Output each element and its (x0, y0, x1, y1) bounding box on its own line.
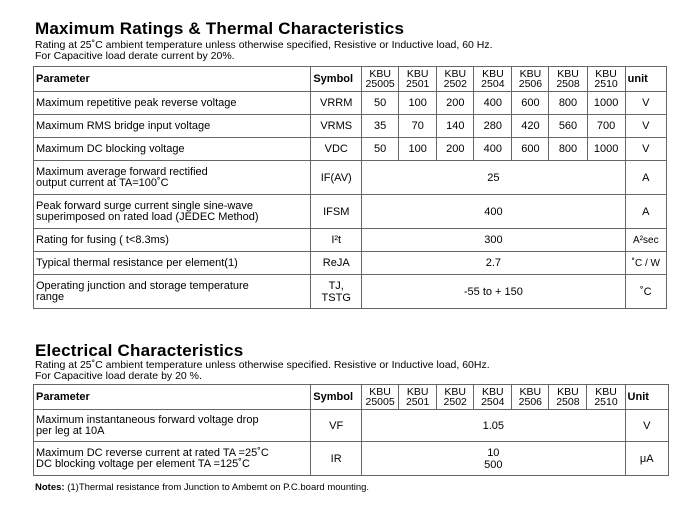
symbol-cell: VRRM (311, 92, 362, 115)
value-cell: 35 (362, 115, 399, 138)
value-cell: 100 (399, 92, 437, 115)
param-cell: Maximum DC reverse current at rated TA =25˚C DC blocking voltage per element TA =125˚C (34, 442, 311, 476)
header-part: KBU 2501 (399, 385, 437, 410)
param-cell: Maximum average forward rectified output current at TA=100˚C (34, 161, 311, 195)
notes-label: Notes: (35, 482, 65, 493)
electrical-subtitle-1: Rating at 25˚C ambient temperature unless otherwise specified. Resistive or Inductive load, 60Hz. (35, 359, 490, 371)
notes-text: (1)Thermal resistance from Junction to Ambemt on P.C.board mounting. (64, 482, 370, 493)
header-unit: unit (625, 67, 666, 92)
table-row (34, 252, 667, 275)
value-cell: 280 (474, 115, 512, 138)
header-symbol: Symbol (311, 67, 362, 92)
unit-cell: ˚C / W (625, 252, 666, 275)
table-row (34, 92, 667, 115)
table-row (34, 161, 667, 195)
unit-cell: V (625, 92, 666, 115)
param-cell: Maximum instantaneous forward voltage drop per leg at 10A (34, 410, 311, 442)
param-cell: Rating for fusing ( t<8.3ms) (34, 229, 311, 252)
symbol-cell: VRMS (311, 115, 362, 138)
unit-cell: A (625, 195, 666, 229)
value-cell: 10 500 (362, 442, 625, 476)
value-cell: 800 (549, 138, 587, 161)
unit-cell: V (625, 410, 668, 442)
table-row (34, 229, 667, 252)
table-row (34, 410, 669, 442)
value-cell: 25 (362, 161, 626, 195)
header-part: KBU 2502 (437, 385, 474, 410)
value-cell: 200 (437, 138, 474, 161)
unit-cell: A (625, 161, 666, 195)
header-part: KBU 25005 (362, 67, 399, 92)
value-cell: 140 (437, 115, 474, 138)
table-row (34, 275, 667, 309)
value-cell: 70 (399, 115, 437, 138)
header-row (34, 385, 669, 410)
max-ratings-subtitle-1: Rating at 25˚C ambient temperature unless otherwise specified, Resistive or Inductive load, 60 Hz. (35, 39, 493, 51)
value-cell: -55 to + 150 (362, 275, 626, 309)
value-cell: 100 (399, 138, 437, 161)
value-cell: 560 (549, 115, 587, 138)
electrical-title: Electrical Characteristics (35, 341, 244, 360)
value-cell: 600 (512, 138, 549, 161)
value-cell: 2.7 (362, 252, 626, 275)
header-part: KBU 2508 (549, 67, 587, 92)
header-row (34, 67, 667, 92)
value-cell: 200 (437, 92, 474, 115)
unit-cell: V (625, 138, 666, 161)
param-cell: Peak forward surge current single sine-wave superimposed on rated load (JEDEC Method) (34, 195, 311, 229)
header-parameter: Parameter (34, 385, 311, 410)
symbol-cell: VDC (311, 138, 362, 161)
electrical-table (33, 384, 669, 476)
unit-cell: μA (625, 442, 668, 476)
value-cell: 400 (474, 138, 512, 161)
value-cell: 1000 (587, 138, 625, 161)
table-row (34, 115, 667, 138)
header-part: KBU 2506 (512, 67, 549, 92)
symbol-cell: IF(AV) (311, 161, 362, 195)
value-cell: 800 (549, 92, 587, 115)
value-cell: 420 (512, 115, 549, 138)
value-cell: 600 (512, 92, 549, 115)
value-cell: 400 (362, 195, 626, 229)
header-part: KBU 2510 (587, 385, 625, 410)
max-ratings-title: Maximum Ratings & Thermal Characteristics (35, 19, 405, 38)
symbol-cell: IFSM (311, 195, 362, 229)
value-cell: 50 (362, 92, 399, 115)
value-cell: 400 (474, 92, 512, 115)
table-row (34, 195, 667, 229)
header-parameter: Parameter (34, 67, 311, 92)
param-cell: Typical thermal resistance per element(1) (34, 252, 311, 275)
symbol-cell: TJ, TSTG (311, 275, 362, 309)
param-cell: Operating junction and storage temperature range (34, 275, 311, 309)
electrical-subtitle-2: For Capacitive load derate by 20 %. (35, 370, 202, 382)
unit-cell: A²sec (625, 229, 666, 252)
symbol-cell: VF (311, 410, 362, 442)
header-unit: Unit (625, 385, 668, 410)
header-part: KBU 2506 (512, 385, 549, 410)
value-cell: 300 (362, 229, 626, 252)
max-ratings-table (33, 66, 667, 309)
max-ratings-subtitle-2: For Capacitive load derate current by 20%. (35, 50, 235, 62)
value-cell: 1000 (587, 92, 625, 115)
unit-cell: ˚C (625, 275, 666, 309)
header-part: KBU 2501 (399, 67, 437, 92)
symbol-cell: ReJA (311, 252, 362, 275)
header-part: KBU 2504 (474, 67, 512, 92)
value-cell: 1.05 (362, 410, 625, 442)
param-cell: Maximum DC blocking voltage (34, 138, 311, 161)
header-symbol: Symbol (311, 385, 362, 410)
header-part: KBU 2504 (474, 385, 512, 410)
table-row (34, 442, 669, 476)
unit-cell: V (625, 115, 666, 138)
notes (35, 482, 369, 493)
param-cell: Maximum repetitive peak reverse voltage (34, 92, 311, 115)
table-row (34, 138, 667, 161)
value-cell: 700 (587, 115, 625, 138)
symbol-cell: IR (311, 442, 362, 476)
param-cell: Maximum RMS bridge input voltage (34, 115, 311, 138)
header-part: KBU 2508 (549, 385, 587, 410)
symbol-cell: I²t (311, 229, 362, 252)
header-part: KBU 25005 (362, 385, 399, 410)
value-cell: 50 (362, 138, 399, 161)
header-part: KBU 2510 (587, 67, 625, 92)
header-part: KBU 2502 (437, 67, 474, 92)
